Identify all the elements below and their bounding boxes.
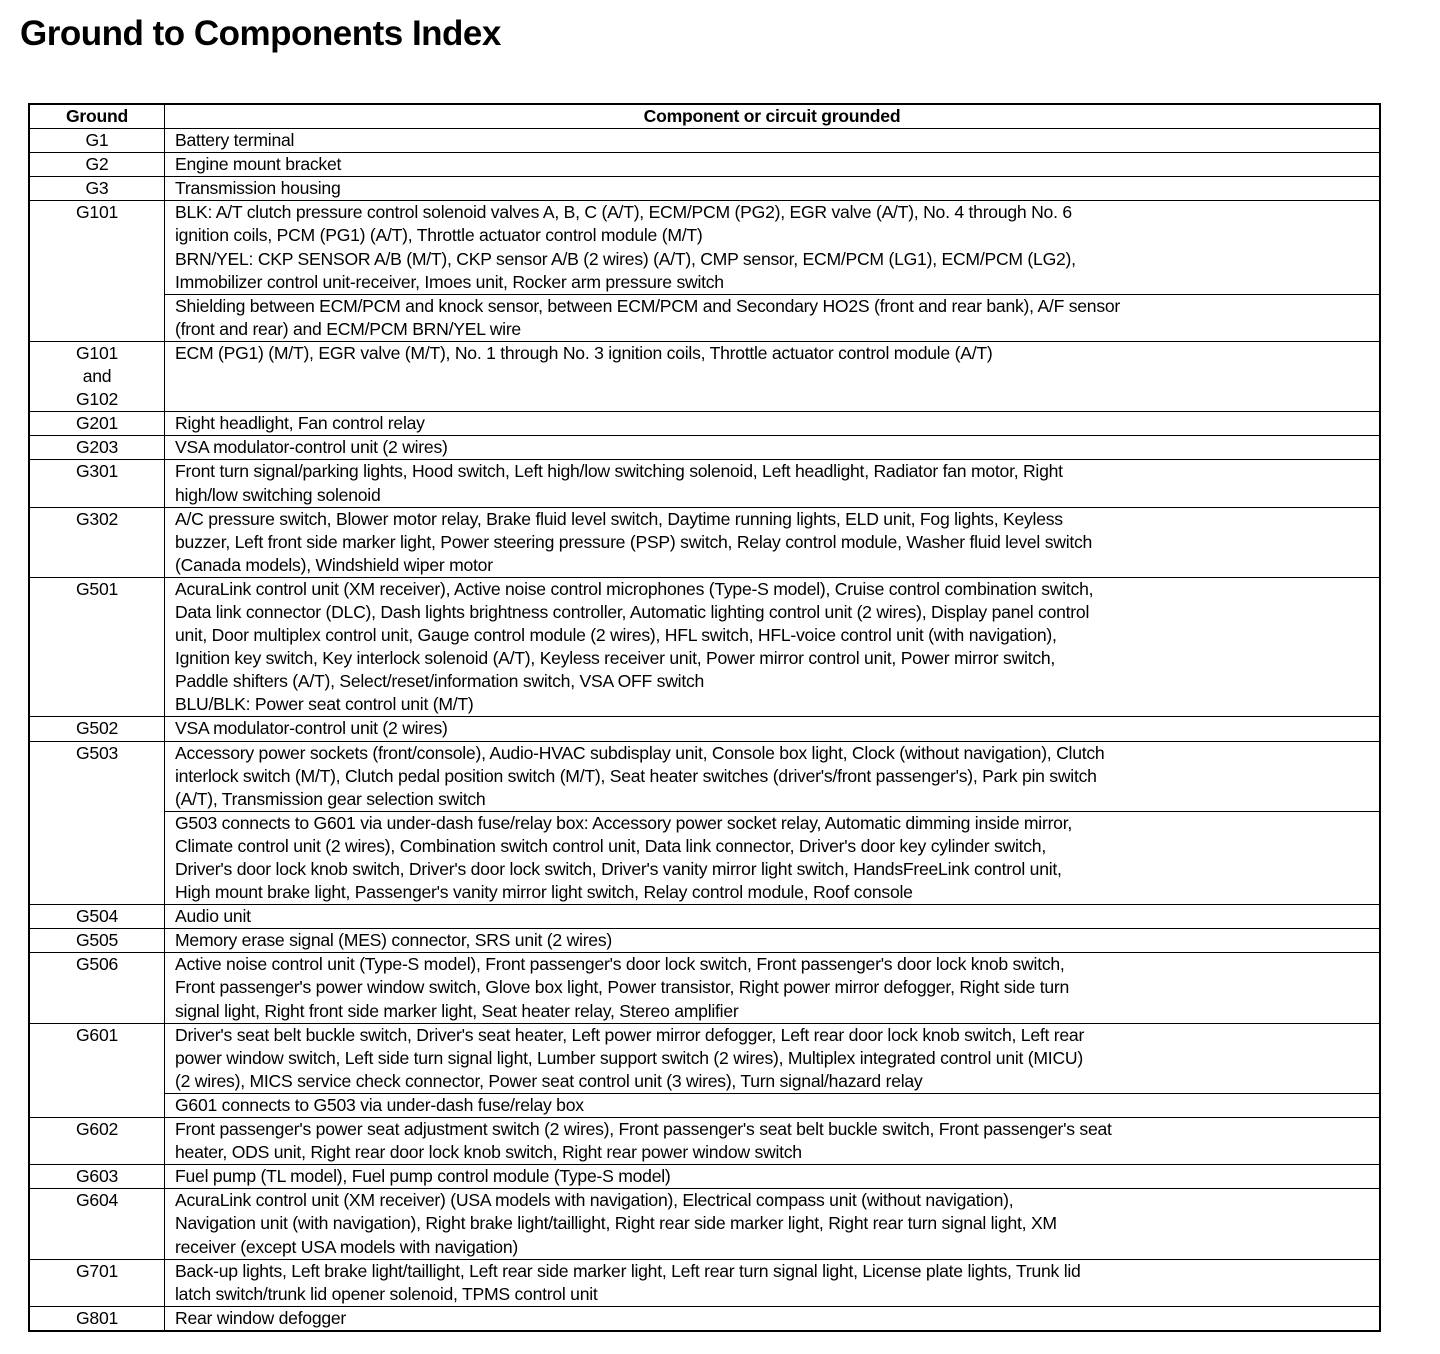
ground-cell — [29, 1259, 165, 1306]
component-cell — [165, 294, 1381, 341]
cell-line: and — [82, 366, 112, 387]
table-row — [29, 436, 1380, 460]
cell-line: Front turn signal/parking lights, Hood switch, Left high/low switching solenoid, Left headlight, Radiator fan motor, Right — [175, 461, 1063, 482]
cell-line: G502 — [75, 718, 119, 739]
cell-line: G504 — [75, 906, 119, 927]
cell-line: BLU/BLK: Power seat control unit (M/T) — [175, 694, 474, 715]
component-cell — [165, 1306, 1381, 1331]
ground-cell — [29, 507, 165, 577]
table-row — [29, 953, 1380, 1023]
cell-line: Data link connector (DLC), Dash lights brightness controller, Automatic lighting control unit (2 wires), Display panel control — [175, 601, 1090, 622]
table-row — [29, 1118, 1380, 1165]
component-cell — [165, 129, 1381, 153]
table-row — [29, 460, 1380, 507]
table-row — [29, 341, 1380, 411]
cell-line: latch switch/trunk lid opener solenoid, TPMS control unit — [175, 1283, 598, 1304]
cell-line: buzzer, Left front side marker light, Power steering pressure (PSP) switch, Relay control module, Washer fluid level switch — [175, 531, 1093, 552]
table-row — [29, 577, 1380, 717]
cell-line: Navigation unit (with navigation), Right brake light/taillight, Right rear side marker light, Right rear turn signal light, XM — [175, 1213, 1057, 1234]
component-cell — [165, 201, 1381, 294]
component-cell — [165, 741, 1381, 811]
cell-line: (front and rear) and ECM/PCM BRN/YEL wire — [175, 318, 521, 339]
cell-line: Immobilizer control unit-receiver, Imoes unit, Rocker arm pressure switch — [175, 271, 724, 292]
header-component: Component or circuit grounded — [165, 104, 1381, 129]
table-row — [29, 129, 1380, 153]
component-cell — [165, 507, 1381, 577]
component-cell — [165, 577, 1381, 717]
component-cell — [165, 1023, 1381, 1093]
table-row — [29, 177, 1380, 201]
cell-line: (Canada models), Windshield wiper motor — [175, 554, 493, 575]
ground-cell — [29, 1306, 165, 1331]
cell-line: Driver's door lock knob switch, Driver's door lock switch, Driver's vanity mirror light switch, HandsFreeLink control unit, — [175, 859, 1062, 879]
page-title: Ground to Components Index — [20, 14, 501, 53]
ground-cell — [29, 1118, 165, 1165]
cell-line: (2 wires), MICS service check connector, Power seat control unit (3 wires), Turn signal/hazard relay — [175, 1070, 923, 1091]
cell-line: Audio unit — [175, 906, 251, 927]
cell-line: Engine mount bracket — [175, 154, 342, 175]
component-cell — [165, 436, 1381, 460]
ground-cell — [29, 153, 165, 177]
cell-line: VSA modulator-control unit (2 wires) — [175, 718, 448, 739]
cell-line: ignition coils, PCM (PG1) (A/T), Throttle actuator control module (M/T) — [175, 225, 703, 246]
ground-cell — [29, 1165, 165, 1189]
cell-line: receiver (except USA models with navigation) — [175, 1236, 518, 1257]
ground-cell — [29, 905, 165, 929]
ground-index-table — [28, 103, 1381, 1332]
cell-line: VSA modulator-control unit (2 wires) — [175, 437, 448, 458]
ground-cell — [29, 953, 165, 1023]
component-cell — [165, 460, 1381, 507]
component-cell — [165, 412, 1381, 436]
cell-line: G301 — [75, 461, 119, 482]
cell-line: G601 connects to G503 via under-dash fuse/relay box — [175, 1094, 584, 1115]
table-row — [29, 412, 1380, 436]
cell-line: G801 — [75, 1307, 119, 1328]
cell-line: G604 — [75, 1190, 119, 1211]
table-row — [29, 717, 1380, 741]
ground-cell — [29, 1189, 165, 1259]
cell-line: Battery terminal — [175, 130, 295, 151]
cell-line: Accessory power sockets (front/console), Audio-HVAC subdisplay unit, Console box light, Clock (without navigation), Clutch — [175, 742, 1105, 763]
component-cell — [165, 1165, 1381, 1189]
component-cell — [165, 341, 1381, 411]
ground-cell — [29, 436, 165, 460]
component-cell — [165, 811, 1381, 904]
cell-line: Memory erase signal (MES) connector, SRS unit (2 wires) — [175, 930, 612, 951]
table-row — [29, 294, 1380, 341]
cell-line: Front passenger's power seat adjustment switch (2 wires), Front passenger's seat belt buckle switch, Front passenger's seat — [175, 1119, 1112, 1140]
cell-line: Driver's seat belt buckle switch, Driver's seat heater, Left power mirror defogger, Left rear door lock knob switch, Left rear — [175, 1024, 1085, 1045]
cell-line: interlock switch (M/T), Clutch pedal position switch (M/T), Seat heater switches (driver's/front passenger's), Park pin switch — [175, 765, 1097, 786]
cell-line: G101 — [75, 342, 119, 363]
table-row — [29, 1023, 1380, 1093]
table-header-row — [29, 104, 1380, 129]
cell-line: signal light, Right front side marker light, Seat heater relay, Stereo amplifier — [175, 1000, 739, 1021]
ground-cell — [29, 129, 165, 153]
table-row — [29, 1189, 1380, 1259]
cell-line: AcuraLink control unit (XM receiver), Active noise control microphones (Type-S model), Cruise control combination switch, — [175, 578, 1094, 599]
table-row — [29, 507, 1380, 577]
component-cell — [165, 717, 1381, 741]
cell-line: BLK: A/T clutch pressure control solenoid valves A, B, C (A/T), ECM/PCM (PG2), EGR valve (A/T), No. 4 through No. 6 — [175, 202, 1072, 223]
cell-line: Back-up lights, Left brake light/taillight, Left rear side marker light, Left rear turn signal light, License plate lights, Trunk lid — [175, 1260, 1081, 1281]
cell-line: G101 — [75, 202, 119, 223]
ground-cell — [29, 1023, 165, 1117]
cell-line: AcuraLink control unit (XM receiver) (USA models with navigation), Electrical compass unit (without navigation), — [175, 1190, 1014, 1211]
cell-line: G3 — [85, 178, 109, 199]
cell-line: G2 — [85, 154, 109, 175]
component-cell — [165, 929, 1381, 953]
cell-line: high/low switching solenoid — [175, 484, 381, 505]
table-row — [29, 811, 1380, 904]
cell-line: Transmission housing — [175, 178, 341, 199]
ground-cell — [29, 717, 165, 741]
ground-cell — [29, 577, 165, 717]
cell-line: G602 — [75, 1119, 119, 1140]
cell-line: Ignition key switch, Key interlock solenoid (A/T), Keyless receiver unit, Power mirror control unit, Power mirror switch, — [175, 648, 1056, 669]
table-row — [29, 1306, 1380, 1331]
cell-line: G506 — [75, 954, 119, 975]
cell-line: ECM (PG1) (M/T), EGR valve (M/T), No. 1 through No. 3 ignition coils, Throttle actuator control module (A/T) — [175, 342, 993, 363]
table-body — [29, 129, 1380, 1331]
component-cell — [165, 177, 1381, 201]
cell-line: G505 — [75, 930, 119, 951]
cell-line: A/C pressure switch, Blower motor relay, Brake fluid level switch, Daytime running lights, ELD unit, Fog lights, Keyless — [175, 508, 1063, 529]
ground-cell — [29, 201, 165, 342]
cell-line: G501 — [75, 578, 119, 599]
cell-line: G102 — [75, 389, 119, 410]
cell-line: Active noise control unit (Type-S model), Front passenger's door lock switch, Front passenger's door lock knob switch, — [175, 954, 1065, 975]
cell-line: heater, ODS unit, Right rear door lock knob switch, Right rear power window switch — [175, 1142, 802, 1163]
cell-line: (A/T), Transmission gear selection switch — [175, 788, 486, 809]
cell-line: Shielding between ECM/PCM and knock sensor, between ECM/PCM and Secondary HO2S (front and rear bank), A/F sensor — [175, 295, 1121, 316]
table-row — [29, 741, 1380, 811]
component-cell — [165, 1118, 1381, 1165]
cell-line: G203 — [75, 437, 119, 458]
ground-cell — [29, 929, 165, 953]
component-cell — [165, 953, 1381, 1023]
cell-line: G503 connects to G601 via under-dash fuse/relay box: Accessory power socket relay, Automatic dimming inside mirror, — [175, 812, 1072, 833]
cell-line: G603 — [75, 1166, 119, 1187]
header-ground: Ground — [29, 104, 165, 129]
cell-line: G701 — [75, 1260, 119, 1281]
cell-line: unit, Door multiplex control unit, Gauge control module (2 wires), HFL switch, HFL-voice control unit (with navigation), — [175, 625, 1057, 646]
cell-line: Climate control unit (2 wires), Combination switch control unit, Data link connector, Driver's door key cylinder switch, — [175, 835, 1046, 856]
table-row — [29, 1259, 1380, 1306]
ground-cell — [29, 412, 165, 436]
component-cell — [165, 905, 1381, 929]
ground-cell — [29, 341, 165, 411]
cell-line: G302 — [75, 508, 119, 529]
table-row — [29, 201, 1380, 294]
cell-line: High mount brake light, Passenger's vanity mirror light switch, Relay control module, Roof console — [175, 882, 913, 903]
cell-line: Front passenger's power window switch, Glove box light, Power transistor, Right power mirror defogger, Right side turn — [175, 977, 1070, 998]
ground-cell — [29, 741, 165, 905]
component-cell — [165, 1259, 1381, 1306]
ground-cell — [29, 460, 165, 507]
table-row — [29, 1093, 1380, 1117]
table-row — [29, 905, 1380, 929]
cell-line: Paddle shifters (A/T), Select/reset/information switch, VSA OFF switch — [175, 671, 705, 692]
table-row — [29, 153, 1380, 177]
cell-line: G503 — [75, 742, 119, 763]
table-row — [29, 929, 1380, 953]
ground-cell — [29, 177, 165, 201]
component-cell — [165, 1093, 1381, 1117]
cell-line: BRN/YEL: CKP SENSOR A/B (M/T), CKP sensor A/B (2 wires) (A/T), CMP sensor, ECM/PCM (LG1), ECM/PCM (LG2), — [175, 248, 1076, 269]
table-row — [29, 1165, 1380, 1189]
cell-line — [175, 365, 1379, 388]
cell-line: power window switch, Left side turn signal light, Lumber support switch (2 wires), Multiplex integrated control unit (MICU) — [175, 1047, 1083, 1068]
cell-line: G201 — [75, 413, 119, 434]
cell-line: G601 — [75, 1024, 119, 1045]
component-cell — [165, 153, 1381, 177]
cell-line: G1 — [85, 130, 109, 151]
component-cell — [165, 1189, 1381, 1259]
cell-line — [175, 388, 1379, 411]
cell-line: Right headlight, Fan control relay — [175, 413, 425, 434]
cell-line: Rear window defogger — [175, 1307, 347, 1328]
cell-line: Fuel pump (TL model), Fuel pump control module (Type-S model) — [175, 1166, 671, 1187]
